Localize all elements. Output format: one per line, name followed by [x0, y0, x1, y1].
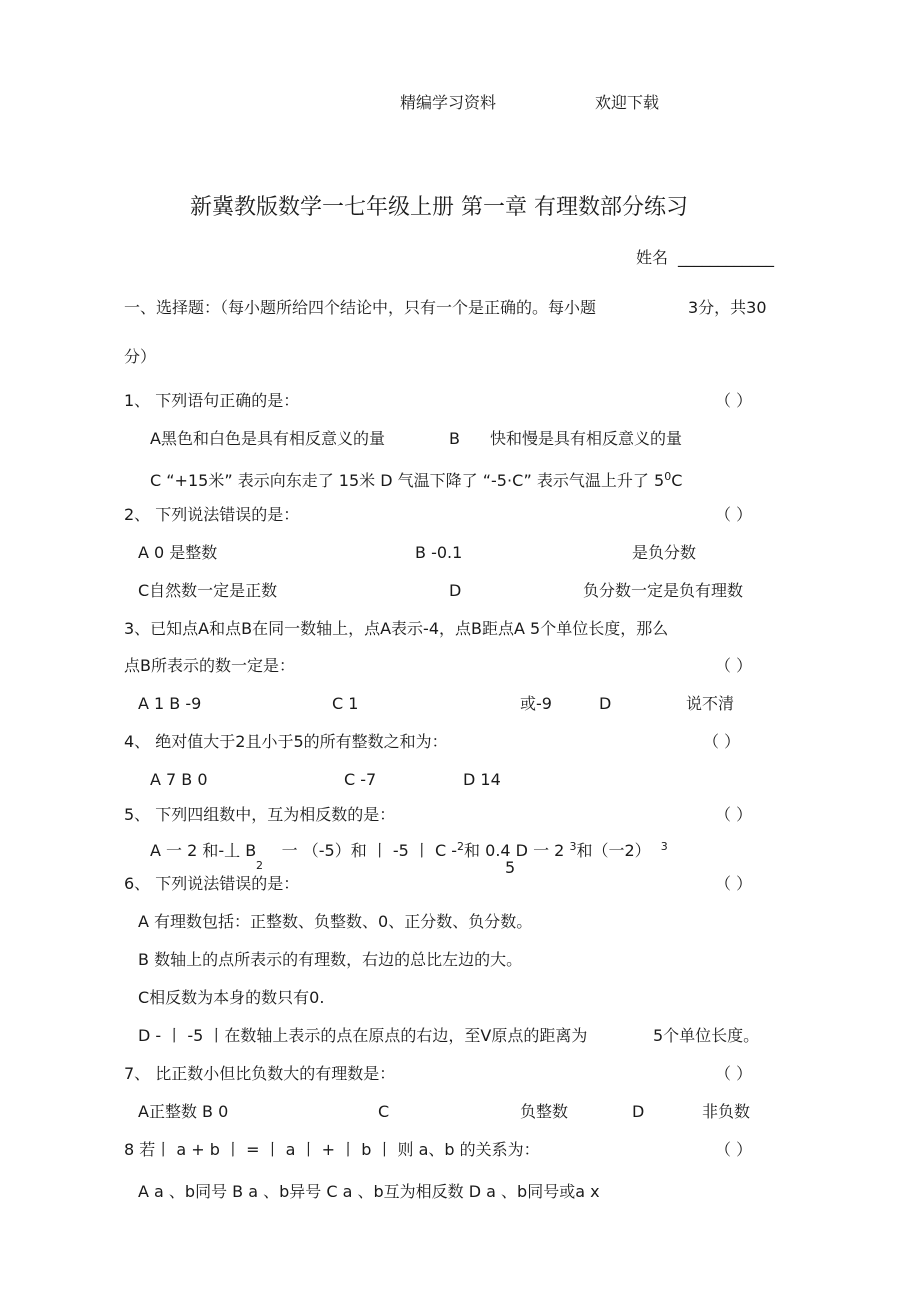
q6-option-a: A 有理数包括：正整数、负整数、0、正分数、负分数。 — [138, 912, 533, 931]
q6-option-d-end: 5个单位长度。 — [653, 1026, 760, 1045]
q2-stem: 2、 下列说法错误的是： — [124, 505, 300, 524]
name-label: 姓名 — [636, 248, 669, 267]
q6-option-b: B 数轴上的点所表示的有理数，右边的总比左边的大。 — [138, 950, 523, 969]
q5-option-a: A 一 2 和-丄 B — [150, 841, 257, 860]
q5-d-exponent-2: 3 — [660, 840, 668, 853]
q3-option-d-letter: D — [599, 694, 612, 713]
section-score: 3分，共30 — [688, 298, 767, 317]
header-right: 欢迎下载 — [595, 93, 660, 112]
q3-stem-line2: 点B所表示的数一定是： — [124, 656, 295, 675]
q4-option-ab: A 7 B 0 — [150, 770, 208, 789]
q4-answer-blank: （ ） — [703, 732, 741, 751]
q3-stem-line1: 3、已知点A和点B在同一数轴上，点A表示-4，点B距点A 5个单位长度，那么 — [124, 619, 669, 638]
q2-option-c: C自然数一定是正数 — [138, 581, 278, 600]
q7-option-ab: A正整数 B 0 — [138, 1102, 229, 1121]
q1-option-a: A黑色和白色是具有相反意义的量 — [150, 429, 385, 448]
q2-answer-blank: （ ） — [715, 505, 753, 524]
q5-a-denominator: 2 — [256, 859, 263, 872]
q5-c-denominator: 5 — [505, 858, 516, 877]
q8-answer-blank: （ ） — [715, 1140, 753, 1159]
q5-answer-blank: （ ） — [715, 805, 753, 824]
q2-option-d: 负分数一定是负有理数 — [583, 581, 744, 600]
q2-option-a: A 0 是整数 — [138, 543, 218, 562]
q1-option-c-part1: C “+15米” 表示向东走了 15米 D 气温下降了 “-5 — [150, 471, 507, 490]
q7-answer-blank: （ ） — [715, 1064, 753, 1083]
q4-stem: 4、 绝对值大于2且小于5的所有整数之和为： — [124, 732, 448, 751]
q3-option-c-text: 或-9 — [520, 694, 552, 713]
q7-option-c-letter: C — [378, 1102, 390, 1121]
q1-option-c-end: C — [671, 471, 683, 490]
q1-degree-sup: 0 — [664, 470, 672, 483]
q6-answer-blank: （ ） — [715, 874, 753, 893]
q6-option-d: D - 丨 -5 丨在数轴上表示的点在原点的右边，至V原点的距离为 — [138, 1026, 588, 1045]
q3-answer-blank: （ ） — [715, 656, 753, 675]
name-blank: ____________ — [678, 248, 774, 267]
q2-option-d-letter: D — [449, 581, 462, 600]
q2-option-b: B -0.1 — [415, 543, 463, 562]
q5-c-numerator: 2 — [457, 840, 465, 853]
q1-stem: 1、 下列语句正确的是： — [124, 391, 300, 410]
q1-answer-blank: （ ） — [715, 391, 753, 410]
q5-option-b: 一 （-5）和 丨 -5 丨 C - — [281, 841, 458, 860]
q5-stem: 5、 下列四组数中，互为相反数的是： — [124, 805, 396, 824]
q1-option-b: 快和慢是具有相反意义的量 — [490, 429, 683, 448]
q1-option-c-part2: C” 表示气温上升了 5 — [512, 471, 665, 490]
q5-options — [150, 837, 668, 861]
q1-dot: · — [506, 471, 513, 490]
q6-option-c: C相反数为本身的数只有0. — [138, 988, 325, 1007]
q8-options: A a 、b同号 B a 、b异号 C a 、b互为相反数 D a 、b同号或a x — [138, 1182, 600, 1201]
q7-option-c: 负整数 — [520, 1102, 569, 1121]
q3-option-ab: A 1 B -9 — [138, 694, 202, 713]
section-score-end: 分） — [124, 347, 157, 366]
q5-option-d: 和（一2） — [576, 841, 651, 860]
header-left: 精编学习资料 — [400, 93, 497, 112]
q1-option-b-letter: B — [449, 429, 460, 448]
q2-option-b-text: 是负分数 — [632, 543, 697, 562]
section-heading: 一、选择题：（每小题所给四个结论中，只有一个是正确的。每小题 — [124, 298, 597, 317]
q4-option-d: D 14 — [463, 770, 501, 789]
q3-option-d: 说不清 — [686, 694, 735, 713]
q1-option-c — [150, 467, 682, 491]
q7-option-d: 非负数 — [702, 1102, 751, 1121]
q3-option-c: C 1 — [332, 694, 359, 713]
q7-stem: 7、 比正数小但比负数大的有理数是： — [124, 1064, 396, 1083]
q4-option-c: C -7 — [344, 770, 377, 789]
page-title: 新冀教版数学一七年级上册 第一章 有理数部分练习 — [190, 195, 688, 220]
q5-option-c: 和 0.4 D 一 2 — [464, 841, 565, 860]
q5-d-exponent: 3 — [569, 840, 577, 853]
q8-stem: 8 若丨 a + b 丨 = 丨 a 丨 + 丨 b 丨 则 a、b 的关系为： — [124, 1140, 540, 1159]
q6-stem: 6、 下列说法错误的是： — [124, 874, 300, 893]
q7-option-d-letter: D — [632, 1102, 645, 1121]
